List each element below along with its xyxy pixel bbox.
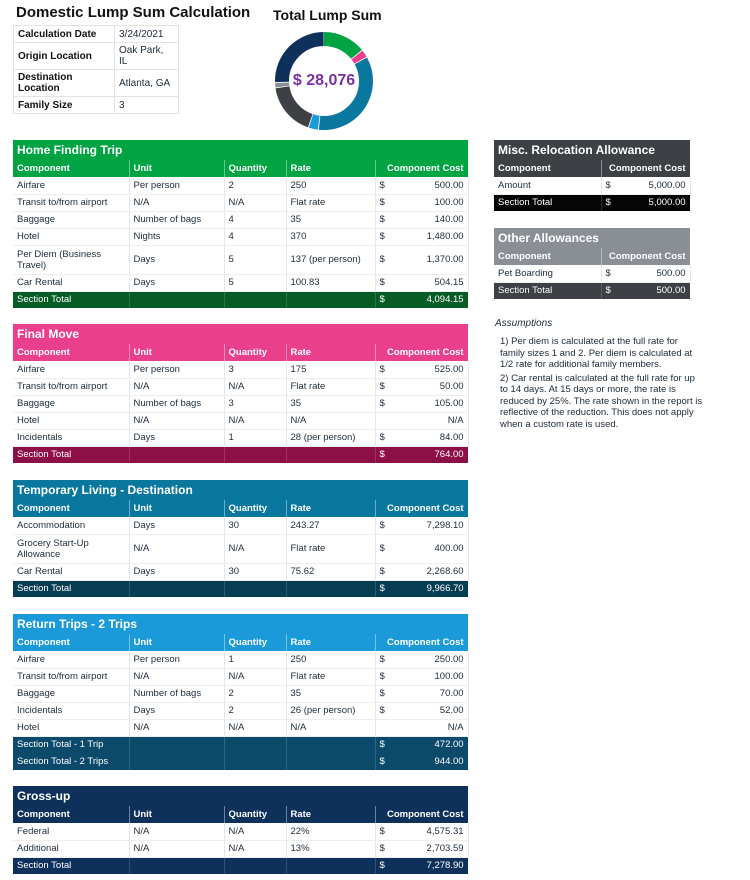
cell-currency: $ (375, 651, 399, 668)
total-value: 500.00 (625, 282, 690, 299)
section-title: Home Finding Trip (13, 140, 468, 160)
section-title: Other Allowances (494, 228, 690, 248)
cell-component: Car Rental (13, 563, 129, 580)
cell-quantity: 4 (224, 228, 286, 245)
calculation-info-table (13, 25, 179, 114)
total-currency: $ (375, 446, 399, 463)
table-row (13, 534, 468, 563)
cell-currency: $ (375, 840, 399, 857)
cell-quantity: 3 (224, 361, 286, 378)
cell-cost: 70.00 (399, 685, 468, 702)
cell-unit: Number of bags (129, 395, 224, 412)
total-label: Section Total (13, 291, 129, 308)
cell-rate: N/A (286, 412, 375, 429)
column-header-quantity: Quantity (224, 160, 286, 177)
cell-currency: $ (375, 702, 399, 719)
cell-component: Pet Boarding (494, 265, 601, 282)
cell-quantity: 4 (224, 211, 286, 228)
cell-currency: $ (375, 194, 399, 211)
total-empty-cell (129, 580, 224, 597)
column-header-row (494, 248, 690, 265)
column-header-component: Component (494, 160, 601, 177)
column-header-cost: Component Cost (375, 500, 468, 517)
cell-currency (375, 719, 399, 736)
cell-currency: $ (375, 211, 399, 228)
total-empty-cell (224, 857, 286, 874)
total-empty-cell (286, 857, 375, 874)
column-header-quantity: Quantity (224, 634, 286, 651)
total-currency: $ (375, 857, 399, 874)
table-row (13, 361, 468, 378)
cell-cost: 100.00 (399, 194, 468, 211)
column-header-quantity: Quantity (224, 806, 286, 823)
cell-quantity: 30 (224, 563, 286, 580)
cell-rate: Flat rate (286, 378, 375, 395)
column-header-component: Component (13, 634, 129, 651)
cell-currency: $ (375, 245, 399, 274)
cell-quantity: N/A (224, 412, 286, 429)
cell-currency: $ (375, 274, 399, 291)
total-label: Section Total - 2 Trips (13, 753, 129, 770)
gross-up-table (13, 786, 469, 874)
table-row (13, 228, 468, 245)
total-value: 944.00 (399, 753, 468, 770)
table-row (13, 668, 468, 685)
total-currency: $ (375, 580, 399, 597)
cell-unit: Per person (129, 361, 224, 378)
section-total-row (13, 446, 468, 463)
cell-cost: 504.15 (399, 274, 468, 291)
assumption-item: 2) Car rental is calculated at the full rate for up to 14 days. At 15 days or more, the rate is reduced by 25%. The rate shown in the report is reflective of the reduction. This does not apply when a custom rate is used. (500, 372, 703, 430)
table-row (13, 685, 468, 702)
cell-currency: $ (601, 265, 625, 282)
cell-component: Amount (494, 177, 601, 194)
column-header-cost: Component Cost (375, 806, 468, 823)
cell-component: Airfare (13, 177, 129, 194)
cell-rate: Flat rate (286, 194, 375, 211)
cell-rate: 35 (286, 685, 375, 702)
cell-component: Hotel (13, 719, 129, 736)
total-currency: $ (601, 194, 625, 211)
column-header-cost: Component Cost (375, 344, 468, 361)
column-header-quantity: Quantity (224, 344, 286, 361)
cell-currency: $ (375, 534, 399, 563)
table-row (13, 563, 468, 580)
table-row (13, 211, 468, 228)
cell-unit: Days (129, 702, 224, 719)
cell-unit: N/A (129, 194, 224, 211)
column-header-rate: Rate (286, 344, 375, 361)
column-header-row (13, 344, 468, 361)
cell-cost: 500.00 (399, 177, 468, 194)
total-currency: $ (375, 291, 399, 308)
cell-component: Baggage (13, 395, 129, 412)
column-header-quantity: Quantity (224, 500, 286, 517)
cell-unit: Per person (129, 177, 224, 194)
cell-rate: 35 (286, 211, 375, 228)
total-empty-cell (286, 736, 375, 753)
other-allowance-table (494, 228, 691, 299)
info-label: Origin Location (14, 43, 115, 70)
total-empty-cell (286, 446, 375, 463)
cell-component: Additional (13, 840, 129, 857)
table-row (13, 651, 468, 668)
total-label: Section Total (13, 857, 129, 874)
column-header-component: Component (13, 344, 129, 361)
total-empty-cell (129, 857, 224, 874)
total-value: 9,966.70 (399, 580, 468, 597)
cell-quantity: 3 (224, 395, 286, 412)
cell-currency: $ (601, 177, 625, 194)
total-empty-cell (224, 580, 286, 597)
total-currency: $ (375, 736, 399, 753)
section-total-row (13, 291, 468, 308)
cell-rate: Flat rate (286, 534, 375, 563)
table-row (13, 429, 468, 446)
column-header-rate: Rate (286, 160, 375, 177)
cell-component: Airfare (13, 651, 129, 668)
column-header-unit: Unit (129, 160, 224, 177)
cell-rate: 13% (286, 840, 375, 857)
cell-component: Accommodation (13, 517, 129, 534)
temp-living-table (13, 480, 469, 597)
section-title: Misc. Relocation Allowance (494, 140, 690, 160)
column-header-cost: Component Cost (601, 160, 690, 177)
cell-component: Transit to/from airport (13, 194, 129, 211)
cell-component: Grocery Start-Up Allowance (13, 534, 129, 563)
cell-quantity: 2 (224, 685, 286, 702)
cell-currency: $ (375, 395, 399, 412)
info-label: Calculation Date (14, 26, 115, 43)
table-row (494, 265, 690, 282)
info-value: Atlanta, GA (115, 70, 179, 97)
total-label: Section Total - 1 Trip (13, 736, 129, 753)
return-trips-table (13, 614, 469, 770)
info-row (14, 70, 179, 97)
column-header-cost: Component Cost (375, 160, 468, 177)
info-label: Family Size (14, 97, 115, 114)
cell-rate: N/A (286, 719, 375, 736)
page-title: Domestic Lump Sum Calculation (16, 4, 251, 21)
column-header-component: Component (494, 248, 601, 265)
cell-currency: $ (375, 429, 399, 446)
total-label: Section Total (13, 580, 129, 597)
table-row (13, 823, 468, 840)
section-total-row (494, 282, 690, 299)
total-empty-cell (286, 291, 375, 308)
column-header-unit: Unit (129, 500, 224, 517)
cell-currency: $ (375, 668, 399, 685)
total-currency: $ (601, 282, 625, 299)
column-header-cost: Component Cost (601, 248, 690, 265)
cell-cost: 2,703.59 (399, 840, 468, 857)
cell-cost: 52.00 (399, 702, 468, 719)
section-title: Return Trips - 2 Trips (13, 614, 468, 634)
cell-unit: Days (129, 563, 224, 580)
cell-currency: $ (375, 378, 399, 395)
cell-currency: $ (375, 228, 399, 245)
cell-quantity: 5 (224, 274, 286, 291)
table-row (13, 177, 468, 194)
total-empty-cell (129, 736, 224, 753)
cell-cost: 400.00 (399, 534, 468, 563)
total-value: 472.00 (399, 736, 468, 753)
total-value: 5,000.00 (625, 194, 690, 211)
cell-component: Car Rental (13, 274, 129, 291)
total-label: Section Total (494, 194, 601, 211)
total-empty-cell (224, 736, 286, 753)
cell-currency: $ (375, 563, 399, 580)
column-header-unit: Unit (129, 806, 224, 823)
chart-title: Total Lump Sum (273, 7, 382, 23)
table-row (13, 395, 468, 412)
cell-quantity: N/A (224, 194, 286, 211)
cell-component: Federal (13, 823, 129, 840)
cell-quantity: N/A (224, 668, 286, 685)
info-row (14, 26, 179, 43)
table-row (13, 274, 468, 291)
cell-rate: 26 (per person) (286, 702, 375, 719)
section-title: Final Move (13, 324, 468, 344)
cell-unit: Number of bags (129, 685, 224, 702)
cell-rate: 22% (286, 823, 375, 840)
cell-cost: 50.00 (399, 378, 468, 395)
cell-quantity: N/A (224, 823, 286, 840)
cell-quantity: 30 (224, 517, 286, 534)
cell-rate: Flat rate (286, 668, 375, 685)
cell-quantity: 5 (224, 245, 286, 274)
column-header-row (13, 160, 468, 177)
total-value: 764.00 (399, 446, 468, 463)
cell-unit: N/A (129, 378, 224, 395)
cell-component: Incidentals (13, 429, 129, 446)
column-header-row (13, 806, 468, 823)
cell-unit: N/A (129, 668, 224, 685)
total-label: Section Total (494, 282, 601, 299)
total-value: 7,278.90 (399, 857, 468, 874)
assumptions-title: Assumptions (495, 318, 553, 329)
cell-rate: 28 (per person) (286, 429, 375, 446)
cell-unit: Nights (129, 228, 224, 245)
cell-currency: $ (375, 361, 399, 378)
cell-unit: Days (129, 274, 224, 291)
total-label: Section Total (13, 446, 129, 463)
cell-component: Baggage (13, 211, 129, 228)
cell-cost: 100.00 (399, 668, 468, 685)
table-row (494, 177, 690, 194)
cell-cost: N/A (399, 719, 468, 736)
cell-cost: N/A (399, 412, 468, 429)
cell-quantity: N/A (224, 719, 286, 736)
total-empty-cell (224, 291, 286, 308)
total-empty-cell (286, 580, 375, 597)
cell-component: Baggage (13, 685, 129, 702)
cell-unit: Days (129, 517, 224, 534)
cell-cost: 500.00 (625, 265, 690, 282)
table-row (13, 719, 468, 736)
cell-unit: Days (129, 245, 224, 274)
cell-unit: N/A (129, 412, 224, 429)
column-header-unit: Unit (129, 344, 224, 361)
section-total-row (13, 736, 468, 753)
table-row (13, 194, 468, 211)
cell-cost: 140.00 (399, 211, 468, 228)
cell-rate: 100.83 (286, 274, 375, 291)
assumptions-list (500, 336, 705, 432)
cell-quantity: 2 (224, 177, 286, 194)
cell-unit: N/A (129, 840, 224, 857)
assumption-item: 1) Per diem is calculated at the full rate for family sizes 1 and 2. Per diem is calculated at 1/2 rate for additional family members. (500, 336, 693, 370)
cell-currency: $ (375, 823, 399, 840)
cell-cost: 4,575.31 (399, 823, 468, 840)
total-empty-cell (129, 446, 224, 463)
total-empty-cell (129, 291, 224, 308)
column-header-unit: Unit (129, 634, 224, 651)
cell-cost: 84.00 (399, 429, 468, 446)
cell-component: Transit to/from airport (13, 378, 129, 395)
cell-component: Incidentals (13, 702, 129, 719)
cell-rate: 250 (286, 651, 375, 668)
cell-component: Hotel (13, 228, 129, 245)
total-empty-cell (286, 753, 375, 770)
cell-cost: 7,298.10 (399, 517, 468, 534)
section-total-row (13, 753, 468, 770)
section-total-row (13, 580, 468, 597)
column-header-rate: Rate (286, 500, 375, 517)
info-label: Destination Location (14, 70, 115, 97)
info-row (14, 97, 179, 114)
donut-center-total: $ 28,076 (292, 72, 356, 89)
cell-quantity: 1 (224, 429, 286, 446)
info-value: 3 (115, 97, 179, 114)
cell-unit: Number of bags (129, 211, 224, 228)
info-value: Oak Park, IL (115, 43, 179, 70)
column-header-row (13, 500, 468, 517)
cell-quantity: 1 (224, 651, 286, 668)
cell-quantity: N/A (224, 534, 286, 563)
column-header-rate: Rate (286, 634, 375, 651)
cell-currency (375, 412, 399, 429)
cell-component: Airfare (13, 361, 129, 378)
column-header-component: Component (13, 806, 129, 823)
total-empty-cell (224, 753, 286, 770)
cell-rate: 370 (286, 228, 375, 245)
cell-unit: N/A (129, 823, 224, 840)
section-title: Gross-up (13, 786, 468, 806)
cell-component: Hotel (13, 412, 129, 429)
column-header-cost: Component Cost (375, 634, 468, 651)
total-value: 4,094.15 (399, 291, 468, 308)
table-row (13, 412, 468, 429)
total-currency: $ (375, 753, 399, 770)
column-header-rate: Rate (286, 806, 375, 823)
table-row (13, 840, 468, 857)
home-finding-table (13, 140, 469, 308)
cell-component: Per Diem (Business Travel) (13, 245, 129, 274)
misc-allowance-table (494, 140, 691, 211)
cell-unit: N/A (129, 719, 224, 736)
cell-currency: $ (375, 177, 399, 194)
cell-rate: 250 (286, 177, 375, 194)
cell-currency: $ (375, 685, 399, 702)
table-row (13, 245, 468, 274)
total-empty-cell (224, 446, 286, 463)
table-row (13, 702, 468, 719)
column-header-component: Component (13, 160, 129, 177)
table-row (13, 517, 468, 534)
cell-rate: 137 (per person) (286, 245, 375, 274)
cell-rate: 243.27 (286, 517, 375, 534)
info-value: 3/24/2021 (115, 26, 179, 43)
cell-rate: 175 (286, 361, 375, 378)
cell-cost: 2,268.60 (399, 563, 468, 580)
cell-rate: 35 (286, 395, 375, 412)
cell-cost: 5,000.00 (625, 177, 690, 194)
cell-currency: $ (375, 517, 399, 534)
cell-cost: 105.00 (399, 395, 468, 412)
section-total-row (13, 857, 468, 874)
column-header-row (13, 634, 468, 651)
column-header-component: Component (13, 500, 129, 517)
section-total-row (494, 194, 690, 211)
cell-cost: 525.00 (399, 361, 468, 378)
cell-cost: 250.00 (399, 651, 468, 668)
column-header-row (494, 160, 690, 177)
info-row (14, 43, 179, 70)
cell-unit: N/A (129, 534, 224, 563)
final-move-table (13, 324, 469, 463)
cell-quantity: N/A (224, 378, 286, 395)
table-row (13, 378, 468, 395)
total-empty-cell (129, 753, 224, 770)
cell-cost: 1,370.00 (399, 245, 468, 274)
cell-quantity: 2 (224, 702, 286, 719)
cell-unit: Per person (129, 651, 224, 668)
section-title: Temporary Living - Destination (13, 480, 468, 500)
cell-component: Transit to/from airport (13, 668, 129, 685)
cell-rate: 75.62 (286, 563, 375, 580)
cell-quantity: N/A (224, 840, 286, 857)
cell-cost: 1,480.00 (399, 228, 468, 245)
cell-unit: Days (129, 429, 224, 446)
